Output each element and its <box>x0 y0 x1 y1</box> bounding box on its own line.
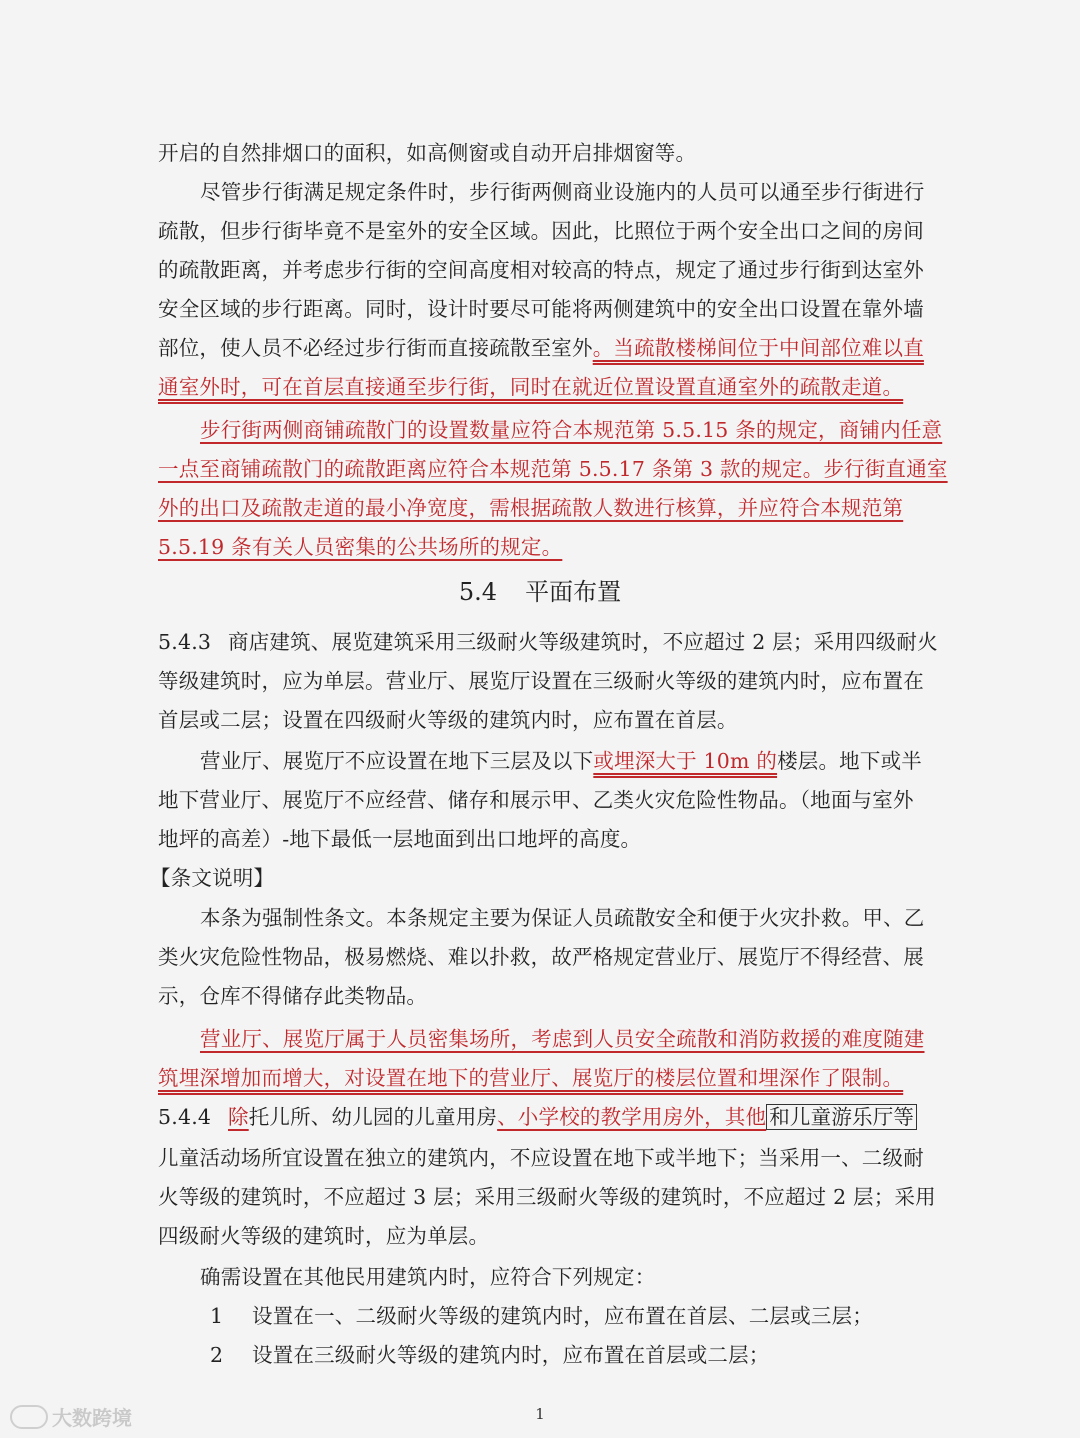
text-line: 疏散，但步行街毕竟不是室外的安全区域。因此，比照位于两个安全出口之间的房间 <box>158 219 924 243</box>
text-line: 儿童活动场所宜设置在独立的建筑内，不应设置在地下或半地下；当采用一、二级耐 <box>158 1146 924 1170</box>
clause-text: 商店建筑、展览建筑采用三级耐火等级建筑时，不应超过 2 层；采用四级耐火 <box>228 630 938 654</box>
inserted-text-line: 外的出口及疏散走道的最小净宽度，需根据疏散人数进行核算，并应符合本规范第 <box>158 496 904 520</box>
watermark-logo-icon <box>10 1405 48 1429</box>
inserted-text-line: 5.5.19 条有关人员密集的公共场所的规定。 <box>158 535 563 559</box>
paragraph-start: 确需设置在其他民用建筑内时，应符合下列规定： <box>200 1265 656 1289</box>
inserted-text: 。当疏散楼梯间位于中间部位难以直 <box>592 336 924 360</box>
clause-line <box>158 1100 948 1134</box>
inserted-text: 除 <box>228 1105 249 1129</box>
list-item-number: 2 <box>210 1343 224 1367</box>
section-title: 平面布置 <box>525 578 622 606</box>
inserted-text-line: 筑埋深增加而增大，对设置在地下的营业厅、展览厅的楼层位置和埋深作了限制。 <box>158 1066 904 1090</box>
list-item-text: 设置在三级耐火等级的建筑内时，应布置在首层或二层； <box>252 1343 770 1367</box>
inserted-text-line: 一点至商铺疏散门的疏散距离应符合本规范第 5.5.17 条第 3 款的规定。步行街直通室 <box>158 457 948 481</box>
text-line: 四级耐火等级的建筑时，应为单层。 <box>158 1224 490 1248</box>
text-line: 地下营业厅、展览厅不应经营、储存和展示甲、乙类火灾危险性物品。（地面与室外 <box>158 788 914 812</box>
section-number: 5.4 <box>458 578 498 606</box>
text-line: 示，仓库不得储存此类物品。 <box>158 984 428 1008</box>
plain-text: 托儿所、幼儿园的儿童用房 <box>248 1105 498 1129</box>
inserted-text: 、小学校的教学用房外，其他 <box>497 1105 767 1129</box>
text-line: 的疏散距离，并考虑步行街的空间高度相对较高的特点，规定了通过步行街到达室外 <box>158 258 924 282</box>
text-line <box>158 331 948 365</box>
paragraph-start: 本条为强制性条文。本条规定主要为保证人员疏散安全和便于火灾扑救。甲、乙 <box>200 906 925 930</box>
text-line: 首层或二层；设置在四级耐火等级的建筑内时，应布置在首层。 <box>158 708 738 732</box>
section-heading <box>0 572 1080 612</box>
watermark-text: 大数跨境 <box>52 1406 132 1430</box>
text-line: 地坪的高差）-地下最低一层地面到出口地坪的高度。 <box>158 827 642 851</box>
list-item-text: 设置在一、二级耐火等级的建筑内时，应布置在首层、二层或三层； <box>252 1304 873 1328</box>
list-item-number: 1 <box>210 1304 224 1328</box>
paragraph-start <box>200 744 948 778</box>
plain-text: 楼层。地下或半 <box>777 749 922 773</box>
watermark <box>10 1402 132 1431</box>
text-line: 等级建筑时，应为单层。营业厅、展览厅设置在三级耐火等级的建筑内时，应布置在 <box>158 669 924 693</box>
clause-explanation-label: 【条文说明】 <box>150 866 275 890</box>
plain-text: 部位，使人员不必经过步行街而直接疏散至室外 <box>158 336 593 360</box>
text-line: 开启的自然排烟口的面积，如高侧窗或自动开启排烟窗等。 <box>158 141 697 165</box>
inserted-paragraph: 步行街两侧商铺疏散门的设置数量应符合本规范第 5.5.15 条的规定，商铺内任意 <box>200 418 943 442</box>
inserted-text: 或埋深大于 10m 的 <box>593 749 778 773</box>
clause-number: 5.4.3 <box>158 630 212 654</box>
page-number: 1 <box>535 1405 545 1423</box>
list-item <box>210 1299 948 1333</box>
clause-number: 5.4.4 <box>158 1105 212 1129</box>
text-line: 安全区域的步行距离。同时，设计时要尽可能将两侧建筑中的安全出口设置在靠外墙 <box>158 297 924 321</box>
text-line: 火等级的建筑时，不应超过 3 层；采用三级耐火等级的建筑时，不应超过 2 层；采用 <box>158 1185 936 1209</box>
text-line: 类火灾危险性物品，极易燃烧、难以扑救，故严格规定营业厅、展览厅不得经营、展 <box>158 945 924 969</box>
list-item <box>210 1338 948 1372</box>
paragraph-start: 尽管步行街满足规定条件时，步行街两侧商业设施内的人员可以通至步行街进行 <box>200 180 925 204</box>
boxed-text: 和儿童游乐厅等 <box>766 1104 917 1130</box>
plain-text: 营业厅、展览厅不应设置在地下三层及以下 <box>200 749 594 773</box>
inserted-text-line: 通室外时，可在首层直接通至步行街，同时在就近位置设置直通室外的疏散走道。 <box>158 375 904 399</box>
inserted-paragraph: 营业厅、展览厅属于人员密集场所，考虑到人员安全疏散和消防救援的难度随建 <box>200 1027 925 1051</box>
clause-line <box>158 625 948 659</box>
